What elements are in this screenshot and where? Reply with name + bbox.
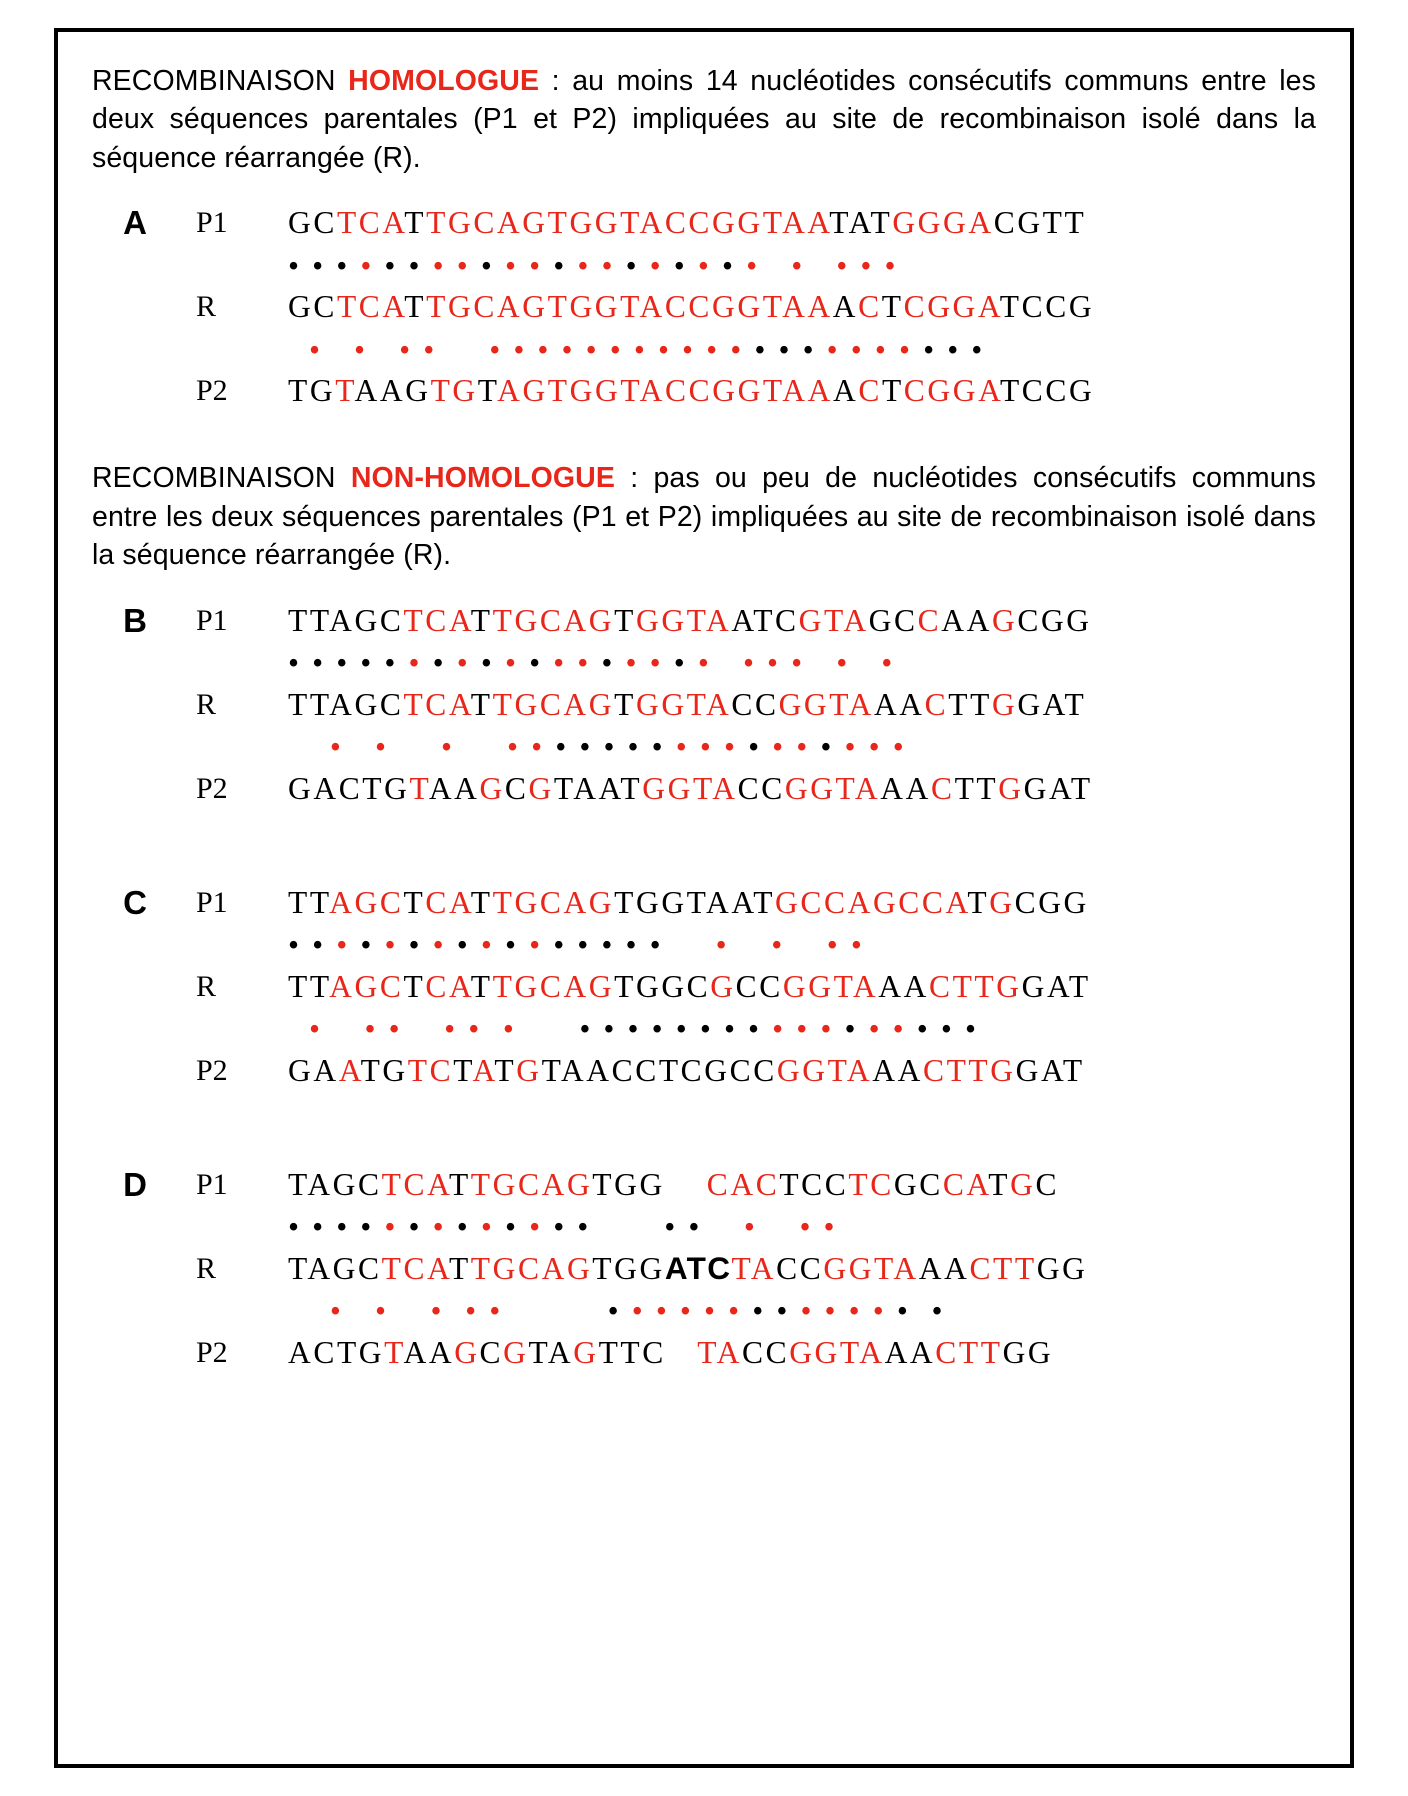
panel-d-label-p1: P1 <box>196 1167 228 1201</box>
caption-homologue-prefix: RECOMBINAISON <box>92 65 349 97</box>
panel-b-row-p2 <box>92 763 1316 815</box>
panel-a-sequence-p2: TGTAAGTGTAGTGGTACCGGTAAACTCGGATCCG <box>288 373 1095 409</box>
panel-b-letter: B <box>123 601 147 639</box>
caption-non-homologue-rest: : pas ou peu de nucléotides consécutifs communs entre les deux séquences parentales (P1 et P2) impliquées au site de recombinaison isolé dans la séquence réarrangée (R). <box>92 462 1316 572</box>
panel-c-dotline-1: • • • • • • • • • • • • • • • • • • • • <box>288 927 865 963</box>
panel-d-sequence-p2: ACTGTAAGCGTAGTTC TACCGGTAAACTTGG <box>288 1334 1054 1370</box>
caption-homologue-rest: : au moins 14 nucléotides consécutifs communs entre les deux séquences parentales (P1 et P2) impliquées au site de recombinaison isolé dans la séquence réarrangée (R). <box>92 65 1316 174</box>
panel-d-sequence-p1: TAGCTCATTGCAGTGG CACTCCTCGCCATGC <box>288 1166 1060 1202</box>
panel-c-label-r: R <box>196 969 217 1003</box>
panel-a-label-p2: P2 <box>196 374 228 408</box>
panel-a <box>92 197 1316 417</box>
panel-d-dots-top <box>92 1211 1316 1243</box>
panel-b <box>92 595 1316 815</box>
panel-d-letter: D <box>123 1165 147 1203</box>
panel-d-dots-bottom <box>92 1295 1316 1327</box>
panel-a-dotline-2: • • • • • • • • • • • • • • • • • • • • • • • • • <box>308 331 985 367</box>
caption-non-homologue-keyword: NON-HOMOLOGUE <box>350 462 615 495</box>
panel-c-sequence-p1: TTAGCTCATTGCAGTGGTAATGCCAGCCATGCGG <box>288 884 1089 920</box>
panel-a-dotline-1: • • • • • • • • • • • • • • • • • • • • • • • • <box>288 247 899 283</box>
panel-d-row-p1 <box>92 1159 1316 1211</box>
figure-content <box>58 32 1350 1764</box>
caption-homologue-keyword: HOMOLOGUE <box>348 65 540 97</box>
panel-c-dots-top <box>92 929 1316 961</box>
panel-b-label-p2: P2 <box>196 771 228 805</box>
panel-b-row-p1 <box>92 595 1316 647</box>
panel-d-dotline-1: • • • • • • • • • • • • • • • • • • <box>288 1209 838 1245</box>
panel-a-row-r <box>92 281 1316 333</box>
panel-b-label-r: R <box>196 687 217 721</box>
panel-a-row-p2 <box>92 365 1316 417</box>
panel-c-sequence-p2: GAATGTCTATGTAACCTCGCCGGTAAACTTGGAT <box>288 1052 1085 1088</box>
panel-b-dots-bottom <box>92 731 1316 763</box>
panel-b-dotline-1: • • • • • • • • • • • • • • • • • • • • • • • <box>288 645 895 681</box>
panel-a-label-p1: P1 <box>196 206 228 240</box>
panel-c-dotline-2: • • • • • • • • • • • • • • • • • • • • • • • <box>308 1011 979 1047</box>
panel-a-dots-top <box>92 249 1316 281</box>
caption-non-homologue-prefix: RECOMBINAISON <box>92 462 351 495</box>
panel-a-row-p1 <box>92 197 1316 249</box>
panel-b-label-p1: P1 <box>196 603 228 637</box>
panel-d-sequence-r: TAGCTCATTGCAGTGGATCTACCGGTAAACTTGG <box>288 1250 1088 1287</box>
panel-a-letter: A <box>123 204 147 242</box>
panel-a-sequence-p1: GCTCATTGCAGTGGTACCGGTAATATGGGACGTT <box>288 205 1087 241</box>
panel-c-row-p1 <box>92 877 1316 929</box>
panel-c <box>92 877 1316 1097</box>
panel-b-row-r <box>92 679 1316 731</box>
panel-d-dotline-2: • • • • • • • • • • • • • • • • • • • <box>329 1293 946 1329</box>
panel-d-label-p2: P2 <box>196 1335 228 1369</box>
panel-d <box>92 1159 1316 1379</box>
panel-d-row-p2 <box>92 1327 1316 1379</box>
caption-non-homologue <box>92 459 1316 574</box>
panel-a-label-r: R <box>196 290 217 324</box>
panel-c-sequence-r: TTAGCTCATTGCAGTGGCGCCGGTAAACTTGGAT <box>288 968 1091 1004</box>
panel-b-sequence-p2: GACTGTAAGCGTAATGGTACCGGTAAACTTGGAT <box>288 770 1093 806</box>
panel-d-label-r: R <box>196 1251 217 1285</box>
panel-c-label-p1: P1 <box>196 885 228 919</box>
panel-c-label-p2: P2 <box>196 1053 228 1087</box>
panel-a-dots-bottom <box>92 333 1316 365</box>
panel-a-sequence-r: GCTCATTGCAGTGGTACCGGTAAACTCGGATCCG <box>288 289 1095 325</box>
panel-c-letter: C <box>123 883 147 921</box>
panel-b-dots-top <box>92 647 1316 679</box>
figure-frame <box>54 28 1354 1768</box>
panel-b-dotline-2: • • • • • • • • • • • • • • • • • • • • <box>329 729 907 765</box>
panel-d-row-r <box>92 1243 1316 1295</box>
panel-b-sequence-p1: TTAGCTCATTGCAGTGGTAATCGTAGCCAAGCGG <box>288 602 1092 638</box>
panel-c-row-r <box>92 961 1316 1013</box>
panel-c-dots-bottom <box>92 1013 1316 1045</box>
panel-c-row-p2 <box>92 1045 1316 1097</box>
panel-b-sequence-r: TTAGCTCATTGCAGTGGTACCGGTAAACTTGGAT <box>288 686 1087 722</box>
caption-homologue <box>92 62 1316 177</box>
